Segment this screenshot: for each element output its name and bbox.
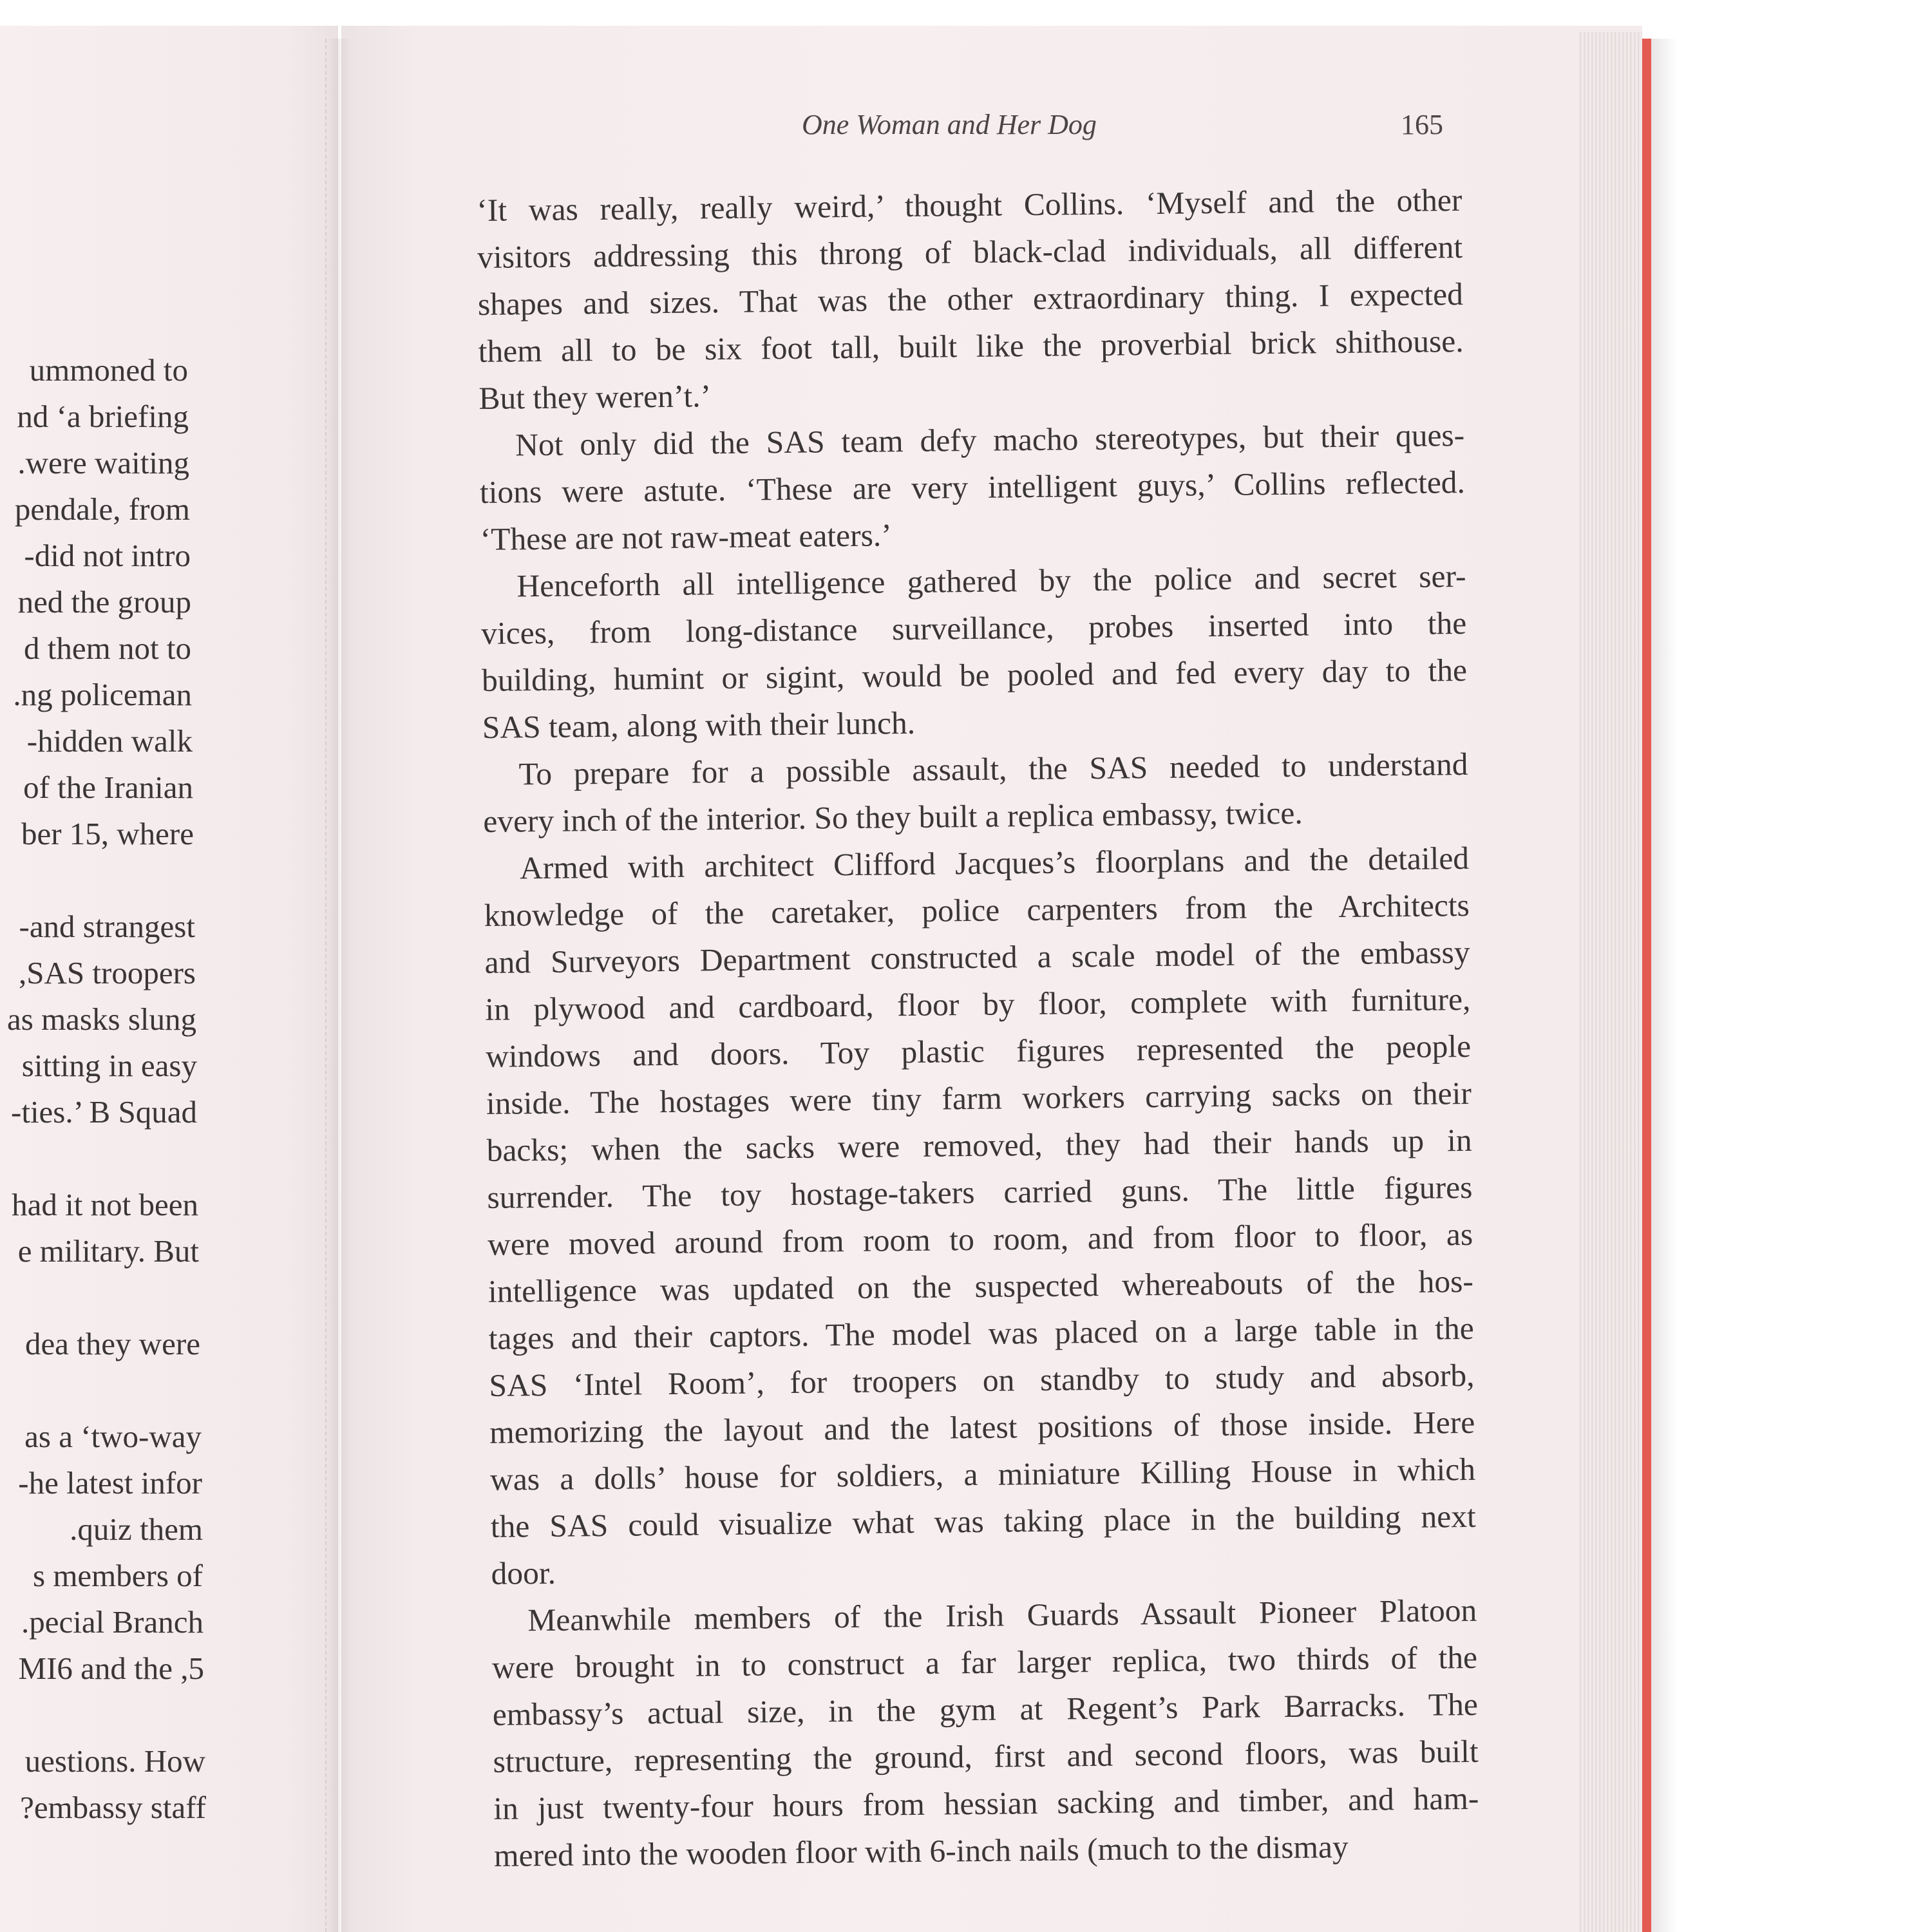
left-page-line: and strangest-	[19, 909, 195, 944]
left-page-line: s members of	[33, 1558, 203, 1593]
text-line: SAS ‘Intel Room’, for troopers on standby to study and absorb,	[489, 1357, 1475, 1403]
left-page-line: ng policeman.	[13, 677, 192, 712]
left-page-line: d them not to	[24, 630, 191, 666]
left-page-line: nd ‘a briefing	[17, 399, 189, 434]
text-line: ‘These are not raw-meat eaters.’	[480, 517, 893, 557]
text-line: surrender. The toy hostage-takers carried guns. The little figures	[487, 1169, 1473, 1215]
text-line: visitors addressing this throng of black-clad individuals, all different	[477, 229, 1463, 275]
paragraph	[491, 1587, 1480, 1879]
text-line: Henceforth all intelligence gathered by the police and secret ser-	[516, 558, 1466, 604]
text-line: mered into the wooden floor with 6-inch nails (much to the dismay	[493, 1828, 1349, 1873]
left-page-line: embassy staff?	[20, 1790, 206, 1825]
text-line: ‘It was really, really weird,’ thought Collins. ‘Myself and the other	[477, 182, 1463, 228]
paragraph	[482, 741, 1468, 845]
paragraph	[479, 412, 1466, 563]
text-line: knowledge of the caretaker, police carpenters from the Architects	[484, 887, 1470, 933]
paragraph	[480, 553, 1468, 751]
text-line: the SAS could visualize what was taking place in the building next	[490, 1498, 1476, 1544]
text-line: were brought in to construct a far larger replica, two thirds of the	[491, 1639, 1478, 1685]
text-line: and Surveyors Department constructed a scale model of the embassy	[484, 934, 1470, 980]
text-line: in just twenty-four hours from hessian sacking and timber, and ham-	[493, 1780, 1479, 1826]
left-page-line: ties.’ B Squad-	[11, 1094, 197, 1130]
left-page-line: did not intro-	[24, 538, 191, 573]
left-page-line: pendale, from	[14, 491, 190, 527]
left-page-line: as a ‘two-way	[24, 1419, 202, 1454]
running-head: One Woman and Her Dog	[802, 109, 1097, 140]
body-text	[477, 176, 1479, 1879]
text-line: building, humint or sigint, would be pooled and fed every day to the	[481, 652, 1468, 698]
text-line: Not only did the SAS team defy macho stereotypes, but their ques-	[515, 417, 1465, 463]
page-edges	[1578, 32, 1642, 1932]
paragraph	[477, 176, 1464, 422]
left-page-line: had it not been	[12, 1187, 198, 1222]
text-line: them all to be six foot tall, built like the proverbial brick shithouse.	[478, 323, 1464, 369]
left-page-line: 5, MI6 and the	[18, 1651, 204, 1686]
text-line: were moved around from room to room, and from floor to floor, as	[487, 1216, 1473, 1262]
left-page-line: dea they were	[24, 1326, 200, 1361]
text-line: tages and their captors. The model was placed on a large table in the	[488, 1310, 1474, 1356]
left-page-line: SAS troopers,	[19, 955, 196, 990]
left-page-line: ber 15, where	[21, 816, 194, 851]
left-page-line: quiz them.	[70, 1511, 203, 1547]
text-line: vices, from long-distance surveillance, probes inserted into the	[480, 605, 1467, 651]
text-line: shapes and sizes. That was the other extraordinary thing. I expected	[477, 276, 1464, 322]
text-line: structure, representing the ground, first and second floors, was built	[493, 1733, 1479, 1779]
text-line: windows and doors. Toy plastic figures represented the people	[485, 1028, 1472, 1074]
left-page-line: were waiting.	[17, 445, 189, 480]
left-page-line: ned the group	[17, 584, 191, 620]
book-shadow	[1651, 39, 1677, 1932]
text-line: every inch of the interior. So they built a replica embassy, twice.	[483, 795, 1303, 839]
text-line: embassy’s actual size, in the gym at Regent’s Park Barracks. The	[492, 1686, 1479, 1732]
text-line: Armed with architect Clifford Jacques’s floorplans and the detailed	[519, 840, 1470, 886]
text-line: But they weren’t.’	[478, 378, 712, 416]
text-line: memorizing the layout and the latest positions of those inside. Here	[489, 1404, 1475, 1450]
left-page-line: hidden walk-	[26, 723, 193, 759]
text-line: tions were astute. ‘These are very intelligent guys,’ Collins reflected.	[479, 464, 1466, 510]
left-page-line: e military. But	[17, 1233, 199, 1269]
page-number: 165	[1401, 109, 1443, 140]
text-line: door.	[491, 1555, 556, 1591]
text-line: Meanwhile members of the Irish Guards Assault Pioneer Platoon	[527, 1592, 1477, 1638]
text-line: inside. The hostages were tiny farm workers carrying sacks on their	[486, 1075, 1472, 1121]
paragraph	[484, 835, 1477, 1597]
text-line: To prepare for a possible assault, the SAS needed to understand	[518, 746, 1468, 792]
left-page-line: as masks slung	[7, 1001, 196, 1037]
text-line: intelligence was updated on the suspected whereabouts of the hos-	[488, 1263, 1474, 1309]
left-page-line: he latest infor-	[18, 1465, 202, 1501]
text-line: backs; when the sacks were removed, they had their hands up in	[486, 1122, 1472, 1168]
text-line: in plywood and cardboard, floor by floor, complete with furniture,	[485, 981, 1471, 1027]
left-page-line: of the Iranian	[23, 770, 193, 805]
text-line: SAS team, along with their lunch.	[482, 705, 916, 745]
cover-edge	[1642, 39, 1651, 1932]
left-page-line: sitting in easy	[21, 1048, 197, 1083]
left-page-line: pecial Branch.	[21, 1604, 204, 1640]
text-line: was a dolls’ house for soldiers, a miniature Killing House in which	[489, 1451, 1476, 1497]
left-page-line: uestions. How	[24, 1743, 205, 1779]
left-page-line: ummoned to	[29, 352, 188, 388]
book-gutter	[325, 39, 352, 1932]
